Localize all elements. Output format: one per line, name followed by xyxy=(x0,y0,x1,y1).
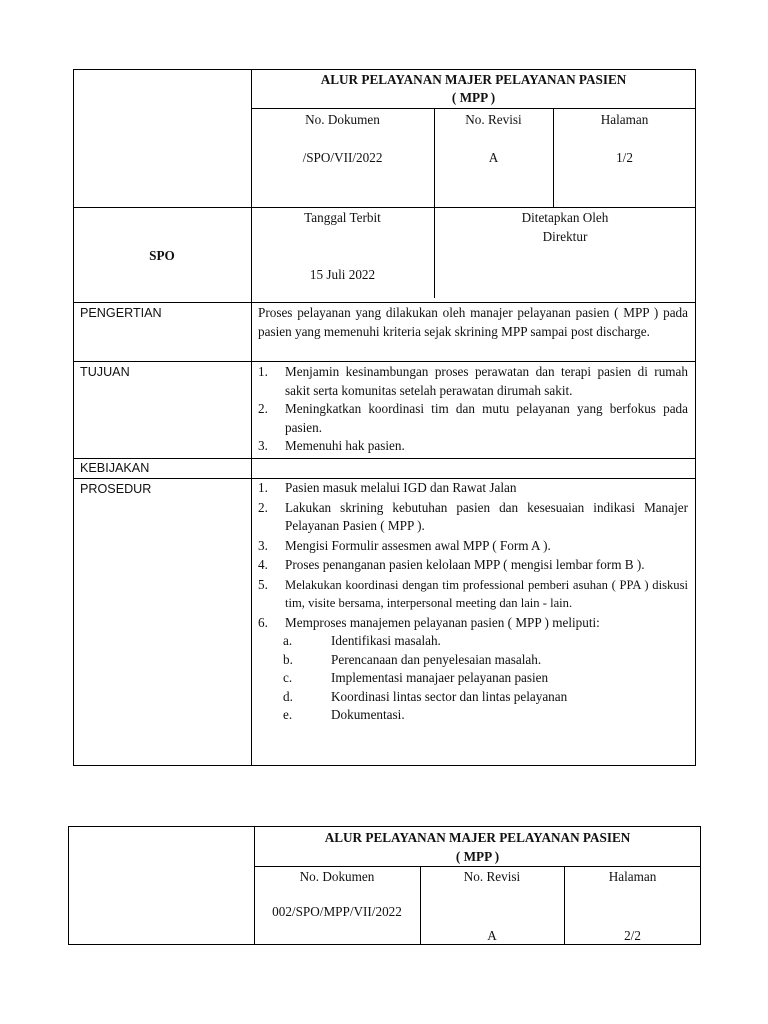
grid-line xyxy=(73,361,696,362)
doc-number-value: /SPO/VII/2022 xyxy=(302,150,383,165)
list-item: d. Koordinasi lintas sector dan lintas pelayanan xyxy=(283,688,568,704)
list-item: b. Perencanaan dan penyelesaian masalah. xyxy=(283,651,542,667)
prosedur-list xyxy=(252,479,688,725)
document-title-abbr-page-2: ( MPP ) xyxy=(455,849,500,864)
doc-number-label-page-2: No. Dokumen xyxy=(299,869,375,884)
issue-date-value: 15 Juli 2022 xyxy=(309,267,376,282)
document-title: ALUR PELAYANAN MAJER PELAYANAN PASIEN xyxy=(320,72,627,87)
page-label: Halaman xyxy=(600,112,649,127)
document-title-page-2: ALUR PELAYANAN MAJER PELAYANAN PASIEN xyxy=(324,830,631,845)
tujuan-list xyxy=(252,363,688,456)
list-item: c. Implementasi manajaer pelayanan pasien xyxy=(283,670,549,685)
prosedur-sublist xyxy=(283,632,688,725)
page-value-page-2: 2/2 xyxy=(624,928,641,943)
list-item: 3. Memenuhi hak pasien. xyxy=(258,438,405,453)
issue-date-label: Tanggal Terbit xyxy=(304,210,381,225)
doc-number-label: No. Dokumen xyxy=(305,112,380,127)
list-item: 1. Menjamin kesinambungan proses perawatan dan terapi pasien di rumah sakit serta komunitas setelah perawatan dirumah sakit. xyxy=(258,364,688,398)
list-item: 2. Lakukan skrining kebutuhan pasien dan kesesuaian indikasi Manajer Pelayanan Pasien ( MPP ). xyxy=(258,499,688,533)
approved-by-label: Ditetapkan Oleh xyxy=(521,210,609,225)
page-label-page-2: Halaman xyxy=(608,869,657,884)
grid-line xyxy=(434,109,435,298)
revision-label-page-2: No. Revisi xyxy=(463,869,521,884)
list-item: 6. Memproses manajemen pelayanan pasien ( MPP ) meliputi: a. Identifikasi masalah. b. Perencanaan dan penyelesaian masalah. c. Implementasi manajaer pelayanan pasien d. Koordinasi lintas sector dan lintas pelayanan e. Dokumentasi. xyxy=(252,614,688,725)
section-label-kebijakan: KEBIJAKAN xyxy=(80,461,150,475)
document-title-abbr: ( MPP ) xyxy=(451,90,496,105)
doc-number-value-page-2: 002/SPO/MPP/VII/2022 xyxy=(272,904,402,919)
list-item: 1. Pasien masuk melalui IGD dan Rawat Jalan xyxy=(258,480,517,495)
page-value: 1/2 xyxy=(616,150,633,165)
pengertian-text: Proses pelayanan yang dilakukan oleh manajer pelayanan pasien ( MPP ) pada pasien yang memenuhi kriteria sejak skrining MPP sampai post discharge. xyxy=(258,305,688,339)
revision-label: No. Revisi xyxy=(465,112,522,127)
section-label-prosedur: PROSEDUR xyxy=(80,482,152,496)
list-item: 3. Mengisi Formulir assesmen awal MPP ( Form A ). xyxy=(258,537,551,553)
revision-value-page-2: A xyxy=(487,928,497,943)
list-item: 2. Meningkatkan koordinasi tim dan mutu pelayanan yang berfokus pada pasien. xyxy=(258,401,688,435)
list-item: e. Dokumentasi. xyxy=(283,707,405,722)
spo-label: SPO xyxy=(149,248,175,263)
section-label-pengertian: PENGERTIAN xyxy=(80,306,162,320)
list-item: 4. Proses penanganan pasien kelolaan MPP ( mengisi lembar form B ). xyxy=(258,557,645,572)
grid-line xyxy=(73,458,696,459)
revision-value: A xyxy=(488,150,499,165)
approved-by-value: Direktur xyxy=(542,229,588,244)
list-item: a. Identifikasi masalah. xyxy=(283,633,441,648)
list-item: 5. Melakukan koordinasi dengan tim professional pemberi asuhan ( PPA ) diskusi tim, visite bersama, interpersonal meeting dan lain - lain. xyxy=(258,576,688,610)
grid-line xyxy=(251,108,696,109)
grid-line xyxy=(73,302,696,303)
section-label-tujuan: TUJUAN xyxy=(80,365,130,379)
